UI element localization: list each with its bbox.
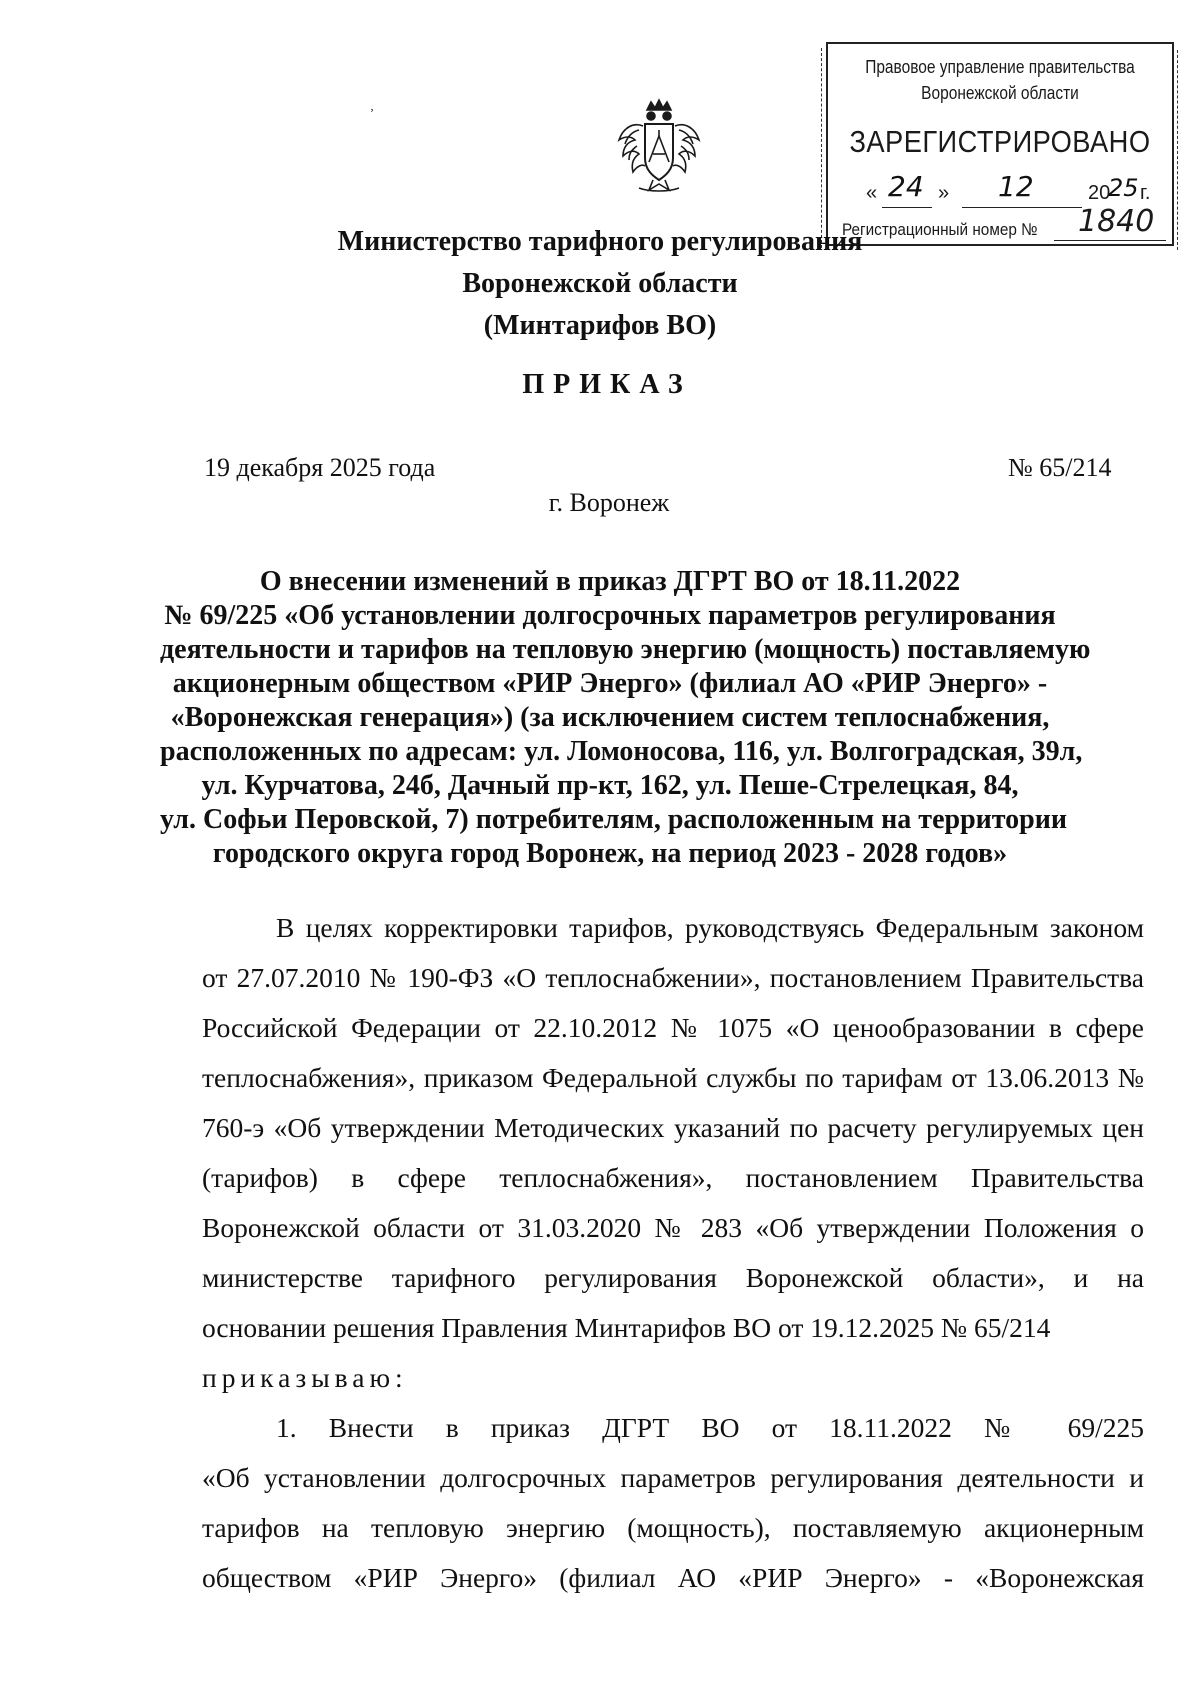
item-1-line: тарифов на тепловую энергию (мощность), поставляемую акционерным <box>202 1512 1144 1543</box>
stamp-date-open-quote: « <box>866 182 878 204</box>
preamble-line: (тарифов) в сфере теплоснабжения», постановлением Правительства <box>202 1162 1144 1193</box>
stamp-date-day: 24 <box>888 170 924 203</box>
order-date: 19 декабря 2025 года <box>204 453 436 482</box>
stamp-date-month-underline <box>962 207 1082 208</box>
subject-line: «Воронежская генерация») (за исключением систем теплоснабжения, <box>170 702 1050 733</box>
stamp-reg-number-value: 1840 <box>1078 204 1155 239</box>
preamble-line: В целях корректировки тарифов, руководствуясь Федеральным законом <box>276 912 1144 943</box>
subject-line: О внесении изменений в приказ ДГРТ ВО от 18.11.2022 <box>259 566 961 597</box>
stamp-reg-number-underline <box>1054 240 1166 241</box>
stamp-date-year-prefix: 20 <box>1088 182 1111 204</box>
preamble-line: от 27.07.2010 № 190-ФЗ «О теплоснабжении», постановлением Правительства <box>202 962 1144 993</box>
item-1-line: обществом «РИР Энерго» (филиал АО «РИР Энерго» - «Воронежская <box>202 1562 1144 1593</box>
subject-line: городского округа город Воронеж, на период 2023 - 2028 годов» <box>212 838 1008 869</box>
ministry-name-line3: (Минтарифов ВО) <box>483 310 717 341</box>
order-title: ПРИКАЗ <box>522 369 692 400</box>
item-1-line: 1. Внести в приказ ДГРТ ВО от 18.11.2022 № 69/225 <box>276 1412 1144 1443</box>
subject-line: расположенных по адресам: ул. Ломоносова, 116, ул. Волгоградская, 39л, <box>160 736 1083 767</box>
preamble-line: министерстве тарифного регулирования Воронежской области», и на <box>202 1262 1144 1293</box>
stamp-org-line1: Правовое управление правительства <box>865 57 1135 77</box>
order-city: г. Воронеж <box>548 488 670 517</box>
preamble-line: Воронежской области от 31.03.2020 № 283 «Об утверждении Положения о <box>202 1212 1144 1243</box>
subject-line: № 69/225 «Об установлении долгосрочных параметров регулирования <box>164 600 1056 631</box>
preamble-line: теплоснабжения», приказом Федеральной службы по тарифам от 13.06.2013 № <box>202 1062 1144 1093</box>
subject-line: ул. Софьи Перовской, 7) потребителям, расположенным на территории <box>160 804 1067 835</box>
subject-line: ул. Курчатова, 24б, Дачный пр-кт, 162, ул. Пеше-Стрелецкая, 84, <box>201 770 1019 801</box>
preamble-line: Российской Федерации от 22.10.2012 № 1075 «О ценообразовании в сфере <box>202 1012 1144 1043</box>
ministry-header <box>300 222 900 346</box>
stamp-reg-number-label: Регистрационный номер № <box>842 220 1038 239</box>
stamp-date-close-quote: » <box>938 182 950 204</box>
stamp-org-line2: Воронежской области <box>921 83 1079 103</box>
decree-word: приказываю: <box>202 1362 408 1393</box>
item-1-paragraph <box>202 1403 1144 1603</box>
preamble-line: основании решения Правления Минтарифов ВО от 19.12.2025 № 65/214 <box>202 1312 1051 1343</box>
coat-of-arms-icon <box>609 96 709 196</box>
stamp-organization <box>852 54 1148 106</box>
preamble-line: 760-э «Об утверждении Методических указаний по расчету регулируемых цен <box>202 1112 1144 1143</box>
stamp-date-year-suffix: г. <box>1140 182 1151 204</box>
subject-line: деятельности и тарифов на тепловую энергию (мощность) поставляемую <box>160 634 1091 665</box>
subject-line: акционерным обществом «РИР Энерго» (филиал АО «РИР Энерго» - <box>172 668 1048 699</box>
stamp-date-month: 12 <box>998 170 1034 203</box>
stamp-date-day-underline <box>882 207 932 208</box>
order-number: № 65/214 <box>1008 453 1112 482</box>
registration-stamp <box>826 42 1174 246</box>
preamble-paragraph <box>202 903 1144 1403</box>
stamp-date-year: 25 <box>1108 174 1139 202</box>
stamp-status: ЗАРЕГИСТРИРОВАНО <box>849 124 1151 159</box>
order-subject <box>160 565 1091 871</box>
item-1-line: «Об установлении долгосрочных параметров регулирования деятельности и <box>202 1462 1144 1493</box>
ministry-name-line2: Воронежской области <box>462 268 738 299</box>
scan-speck: ʼ <box>370 106 374 120</box>
ministry-name-line1: Министерство тарифного регулирования <box>337 226 863 257</box>
